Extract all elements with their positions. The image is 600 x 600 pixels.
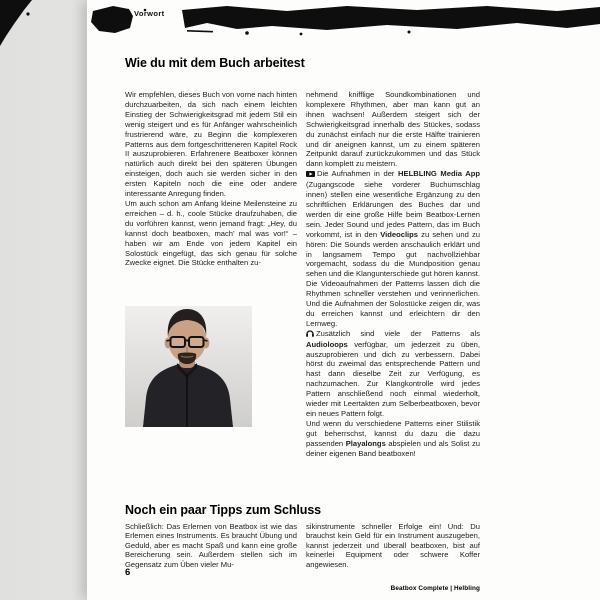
tips-column-left bbox=[125, 522, 297, 569]
section-title-main: Wie du mit dem Buch arbeitest bbox=[125, 56, 305, 70]
page-number: 6 bbox=[125, 567, 131, 578]
chapter-label: Vorwort bbox=[134, 9, 165, 18]
video-camera-icon bbox=[306, 170, 315, 180]
paragraph-text: Und wenn du verschiedene Patterns einer Stilistik gut beherrschst, kannst du dazu die dazu passenden Playalongs abspielen und als Solist zu deiner eigenen Band beatboxen! bbox=[306, 418, 480, 458]
paragraph-text: Zusätzlich sind viele der Patterns als Audioloops verfügbar, um jederzeit zu üben, auszuprobieren und dich zu verbessern. Dabei hörst du zweimal das entsprechende Pattern und hast dann dieselbe Zeit zur Verfügung, es nachzumachen. Zur Klangkontrolle wird jedes Pattern anschließend noch einmal wiederholt, wieder mit Leertakten zum Selberbeatboxen, bevor ein neues Pattern folgt. bbox=[306, 328, 480, 418]
author-photo bbox=[125, 306, 252, 427]
paragraph bbox=[306, 169, 480, 329]
author-portrait-illustration bbox=[125, 306, 252, 427]
tips-column-right bbox=[306, 522, 480, 569]
imprint: Beatbox Complete | Helbling bbox=[390, 585, 480, 592]
column-left bbox=[125, 90, 297, 268]
paragraph: Wir empfehlen, dieses Buch von vorne nach hinten durchzuarbeiten, da sich nach einem leichten Einstieg der Schwierigkeitsgrad mit jedem Stil ein wenig steigert und es für Anfänger wahrscheinlich frustrierend wäre, zu Beginn die komplexeren Patterns aus dem fortgeschritteneren Kapitel Rock II auszuprobieren. Erfahrenere Beatboxer können natürlich auch direkt bei den späteren Übungen einsteigen, doch auch sie werden sicher in den ersten Kapiteln noch die eine oder andere interessante Anregung finden. bbox=[125, 90, 297, 199]
paragraph-text: Die Aufnahmen in der HELBLING Media App (Zugangscode siehe vorderer Buchumschlag innen) stellen eine wesentliche Ergänzung zu den schriftlichen Erklärungen des Buches dar und werden dir eine große Hilfe beim Beatbox-Lernen sein. Jeder Sound und jedes Pattern, das im Buch vorkommt, ist in den Videoclips zu sehen und zu hören: Die Sounds werden anschaulich erklärt und in langsamem Tempo gut nachvollziehbar vorgemacht, sodass du die Mundposition genau sehen und die Klangunterschiede gut hören kannst. Die Videoaufnahmen der Patterns lassen dich die Rhythmen schneller verstehen und verinnerlichen. Und die Aufnahmen der Solostücke zeigen dir, was du erreichen kannst und erleichtern dir den Lernweg. bbox=[306, 169, 481, 328]
column-right bbox=[306, 90, 480, 459]
book-page bbox=[87, 0, 600, 600]
headphones-icon bbox=[306, 330, 314, 340]
paragraph: nehmend knifflige Soundkombinationen und komplexere Rhythmen, aber man kann gut an ihnen wachsen! Außerdem steigert sich der Schwierigkeitsgrad innerhalb des Stückes, sodass du zunächst einfach nur die erste Hälfte trainieren und dir aneignen kannst, um zu einem späteren Zeitpunkt darauf zurückzukommen und das Stück dann komplett zu meistern. bbox=[306, 90, 480, 169]
paragraph bbox=[306, 329, 480, 419]
section-title-tips: Noch ein paar Tipps zum Schluss bbox=[125, 503, 322, 517]
paragraph: Schließlich: Das Erlernen von Beatbox ist wie das Erlernen eines Instruments. Es braucht Übung und Geduld, aber es macht Spaß und kann eine große Bereicherung sein. Außerdem stellen sich im Gegensatz zum Üben vieler Mu- bbox=[125, 522, 297, 569]
paragraph bbox=[306, 419, 480, 459]
paragraph: Um auch schon am Anfang kleine Meilensteine zu erreichen – d. h., coole Stücke draufzuhaben, die du vorführen kannst, wenn jemand fragt: „Hey, du kannst doch beatboxen, mach’ mal was vor!“ – haben wir am Ende von jedem Kapitel ein Solostück eingefügt, das sich genau für solche Zwecke eignet. Die Stücke enthalten zu- bbox=[125, 198, 297, 268]
brush-corner-mark bbox=[0, 0, 38, 50]
paragraph: sikinstrumente schneller Erfolge ein! Und: Du brauchst kein Geld für ein Instrument auszugeben, kannst jederzeit und überall beatboxen, bist auf keinerlei Equipment oder schwere Koffer angewiesen. bbox=[306, 522, 480, 569]
